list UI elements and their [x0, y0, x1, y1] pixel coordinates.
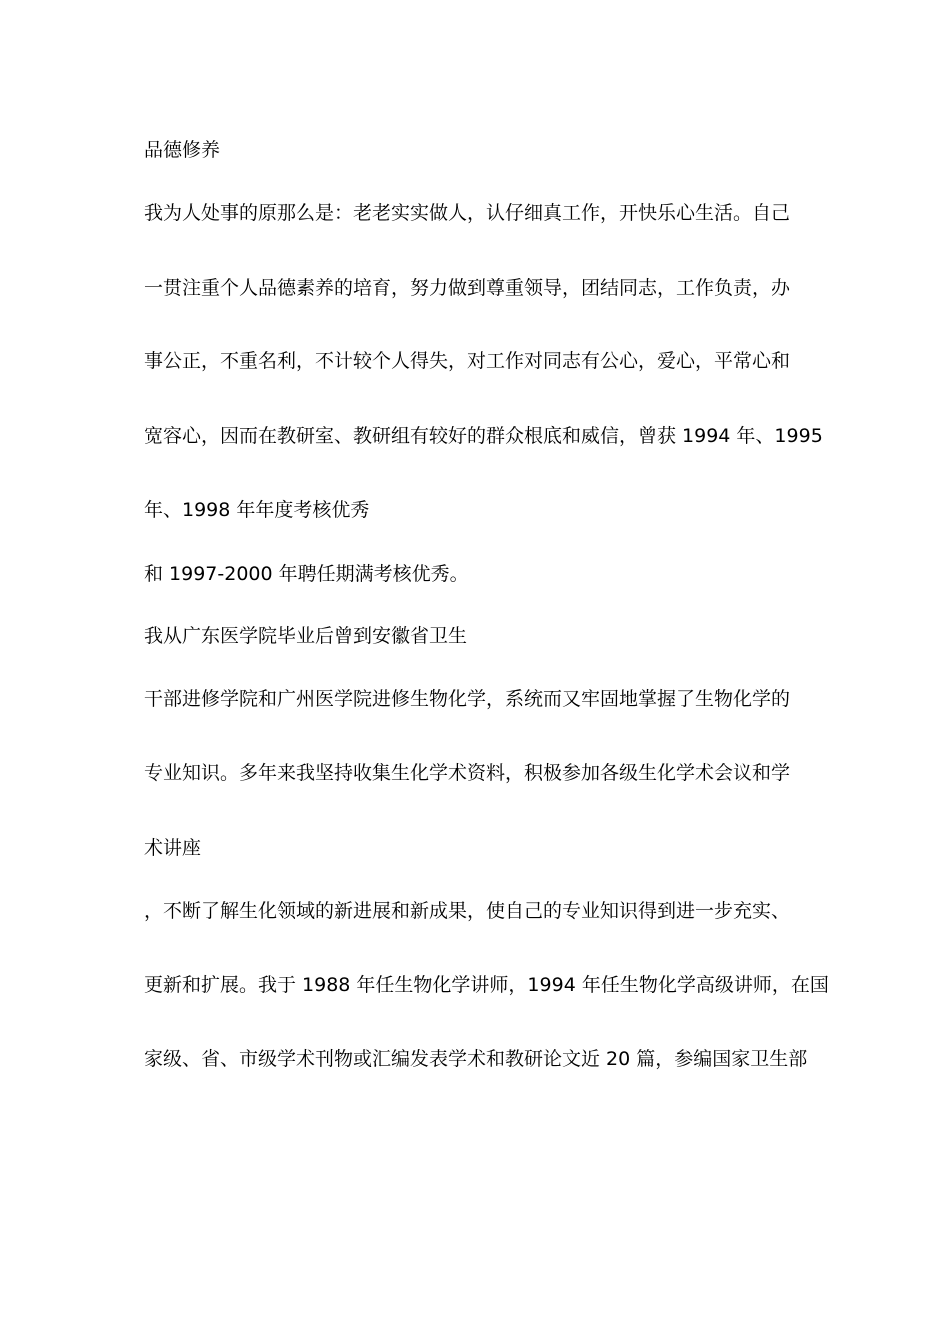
section-heading: 品德修养: [144, 139, 221, 161]
paragraph-line: 家级、省、市级学术刊物或汇编发表学术和教研论文近 20 篇，参编国家卫生部: [144, 1048, 808, 1070]
paragraph-line: 我为人处事的原那么是：老老实实做人，认仔细真工作，开快乐心生活。自己: [144, 202, 791, 224]
paragraph-line: 专业知识。多年来我坚持收集生化学术资料，积极参加各级生化学术会议和学: [144, 762, 791, 784]
paragraph-line: 事公正，不重名利，不计较个人得失，对工作对同志有公心，爱心，平常心和: [144, 350, 791, 372]
paragraph-line: ，不断了解生化领域的新进展和新成果，使自己的专业知识得到进一步充实、: [144, 900, 791, 922]
paragraph-line: 一贯注重个人品德素养的培育，努力做到尊重领导，团结同志，工作负责，办: [144, 277, 791, 299]
paragraph-line: 我从广东医学院毕业后曾到安徽省卫生: [144, 625, 468, 647]
paragraph-line: 宽容心，因而在教研室、教研组有较好的群众根底和威信，曾获 1994 年、1995: [144, 425, 823, 447]
paragraph-line: 干部进修学院和广州医学院进修生物化学，系统而又牢固地掌握了生物化学的: [144, 688, 791, 710]
paragraph-line: 和 1997-2000 年聘任期满考核优秀。: [144, 563, 469, 585]
paragraph-line: 更新和扩展。我于 1988 年任生物化学讲师，1994 年任生物化学高级讲师，在国: [144, 974, 829, 996]
paragraph-line: 年、1998 年年度考核优秀: [144, 499, 370, 521]
paragraph-line: 术讲座: [144, 837, 202, 859]
